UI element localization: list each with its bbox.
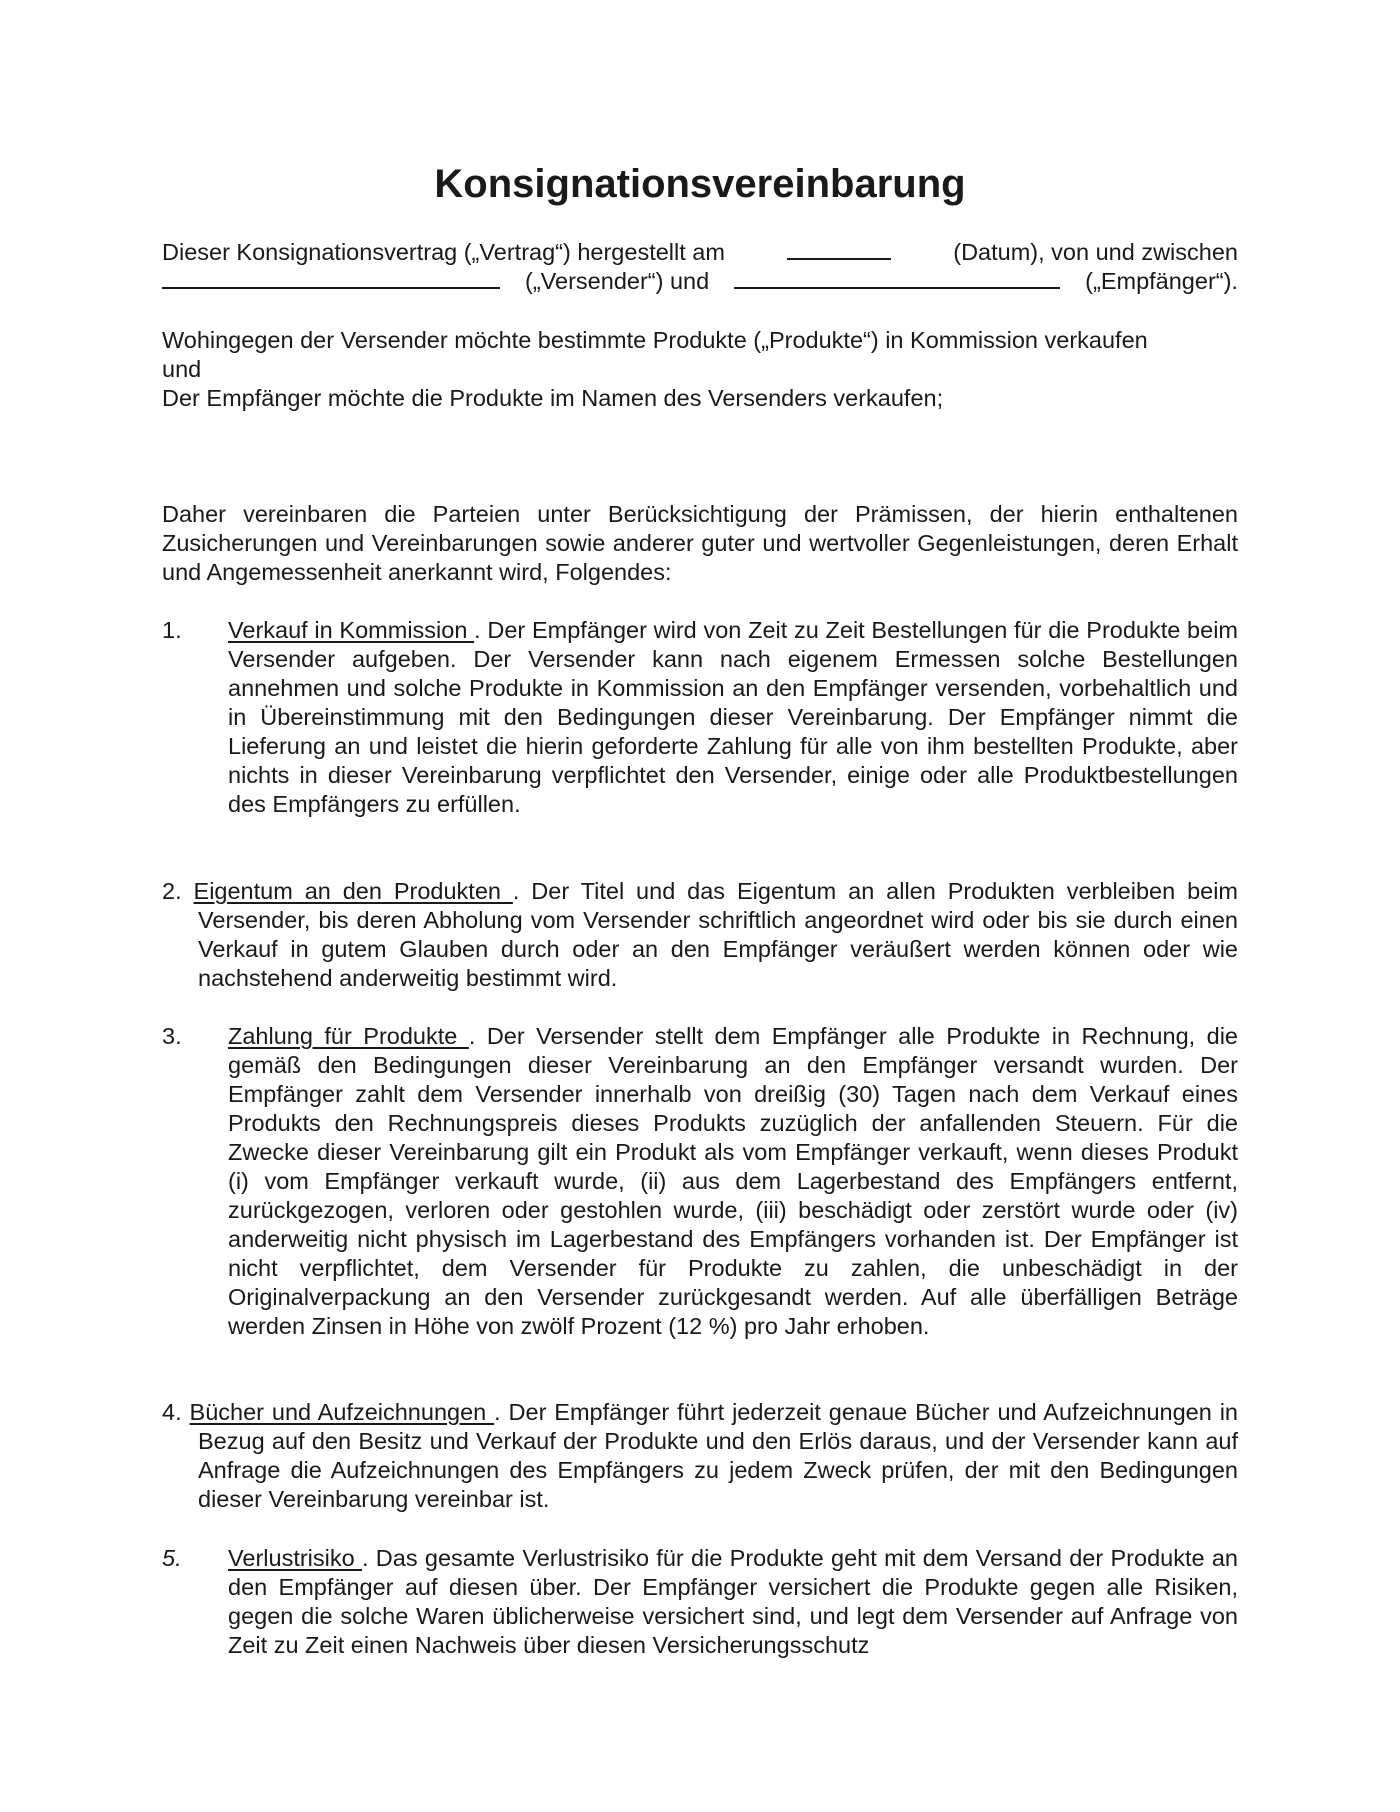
section-heading: Zahlung für Produkte xyxy=(228,1023,469,1049)
therefore-paragraph: Daher vereinbaren die Parteien unter Berücksichtigung der Prämissen, der hierin enthaltenen Zusicherungen und Vereinbarungen sowie anderer guter und wertvoller Gegenleistungen, deren Erhalt und Angemessenheit anerkannt wird, Folgendes: xyxy=(162,501,1238,585)
section-body xyxy=(162,877,1238,993)
whereas-line-2: und xyxy=(162,356,202,382)
section-2 xyxy=(162,877,1238,993)
date-blank xyxy=(787,238,891,260)
section-text: . Der Empfänger wird von Zeit zu Zeit Bestellungen für die Produkte beim Versender aufgeben. Der Versender kann nach eigenem Ermessen solche Bestellungen annehmen und solche Produkte in Kommission an den Empfänger versenden, vorbehaltlich und in Übereinstimmung mit den Bedingungen dieser Vereinbarung. Der Empfänger nimmt die Lieferung an und leistet die hierin geforderte Zahlung für alle von ihm bestellten Produkte, aber nichts in dieser Vereinbarung verpflichtet den Versender, einige oder alle Produktbestellungen des Empfängers zu erfüllen. xyxy=(228,617,1238,817)
intro-text-2b: („Empfänger“). xyxy=(1085,268,1238,294)
intro-line-2 xyxy=(162,267,1238,296)
recipient-blank xyxy=(734,267,1060,289)
section-number: 3. xyxy=(162,1023,182,1049)
intro-line-1 xyxy=(162,238,1238,267)
document-title: Konsignationsvereinbarung xyxy=(434,162,966,206)
whereas-line-1: Wohingegen der Versender möchte bestimmte Produkte („Produkte“) in Kommission verkaufen xyxy=(162,327,1148,353)
whereas-paragraph xyxy=(162,326,1238,413)
intro-paragraph xyxy=(162,238,1238,296)
sender-blank xyxy=(162,267,500,289)
section-4 xyxy=(162,1398,1238,1514)
section-text: . Das gesamte Verlustrisiko für die Produkte geht mit dem Versand der Produkte an den Empfänger auf diesen über. Der Empfänger versichert die Produkte gegen alle Risiken, gegen die solche Waren üblicherweise versichert sind, und legt dem Versender auf Anfrage von Zeit zu Zeit einen Nachweis über diesen Versicherungsschutz xyxy=(228,1545,1238,1658)
intro-text-2a: („Versender“) und xyxy=(525,268,710,294)
section-heading: Bücher und Aufzeichnungen xyxy=(189,1399,495,1425)
whereas-line-3: Der Empfänger möchte die Produkte im Namen des Versenders verkaufen; xyxy=(162,385,944,411)
section-text: . Der Versender stellt dem Empfänger alle Produkte in Rechnung, die gemäß den Bedingungen dieser Vereinbarung an den Empfänger versandt wurden. Der Empfänger zahlt dem Versender innerhalb von dreißig (30) Tagen nach dem Verkauf eines Produkts den Rechnungspreis dieses Produkts zuzüglich der anfallenden Steuern. Für die Zwecke dieser Vereinbarung gilt ein Produkt als vom Empfänger verkauft, wenn dieses Produkt (i) vom Empfänger verkauft wurde, (ii) aus dem Lagerbestand des Empfängers entfernt, zurückgezogen, verloren oder gestohlen wurde, (iii) beschädigt oder zerstört wurde oder (iv) anderweitig nicht physisch im Lagerbestand des Empfängers vorhanden ist. Der Empfänger ist nicht verpflichtet, dem Versender für Produkte zu zahlen, die unbeschädigt in der Originalverpackung an den Versender zurückgesandt werden. Auf alle überfälligen Beträge werden Zinsen in Höhe von zwölf Prozent (12 %) pro Jahr erhoben. xyxy=(228,1023,1238,1339)
section-number: 2. xyxy=(162,878,182,904)
section-3 xyxy=(162,1022,1238,1341)
section-number: 4. xyxy=(162,1399,182,1425)
intro-text-1b: (Datum), von und zwischen xyxy=(953,239,1238,265)
section-body xyxy=(228,1544,1238,1660)
section-heading: Eigentum an den Produkten xyxy=(193,878,513,904)
section-number: 5. xyxy=(162,1545,182,1571)
section-text: . Der Titel und das Eigentum an allen Produkten verbleiben beim Versender, bis deren Abholung vom Versender schriftlich angeordnet wird oder bis sie durch einen Verkauf in gutem Glauben durch oder an den Empfänger veräußert werden können oder wie nachstehend anderweitig bestimmt wird. xyxy=(198,878,1239,991)
section-heading: Verlustrisiko xyxy=(228,1545,362,1571)
section-5 xyxy=(162,1544,1238,1660)
section-body xyxy=(162,1398,1238,1514)
section-number: 1. xyxy=(162,617,182,643)
intro-text-1a: Dieser Konsignationsvertrag („Vertrag“) hergestellt am xyxy=(162,239,725,265)
section-text: . Der Empfänger führt jederzeit genaue Bücher und Aufzeichnungen in Bezug auf den Besitz und Verkauf der Produkte und den Erlös daraus, und der Versender kann auf Anfrage die Aufzeichnungen des Empfängers zu jedem Zweck prüfen, der mit den Bedingungen dieser Vereinbarung vereinbar ist. xyxy=(198,1399,1239,1512)
section-heading: Verkauf in Kommission xyxy=(228,617,475,643)
section-body xyxy=(228,1022,1238,1341)
section-1 xyxy=(162,616,1238,819)
section-body xyxy=(228,616,1238,819)
